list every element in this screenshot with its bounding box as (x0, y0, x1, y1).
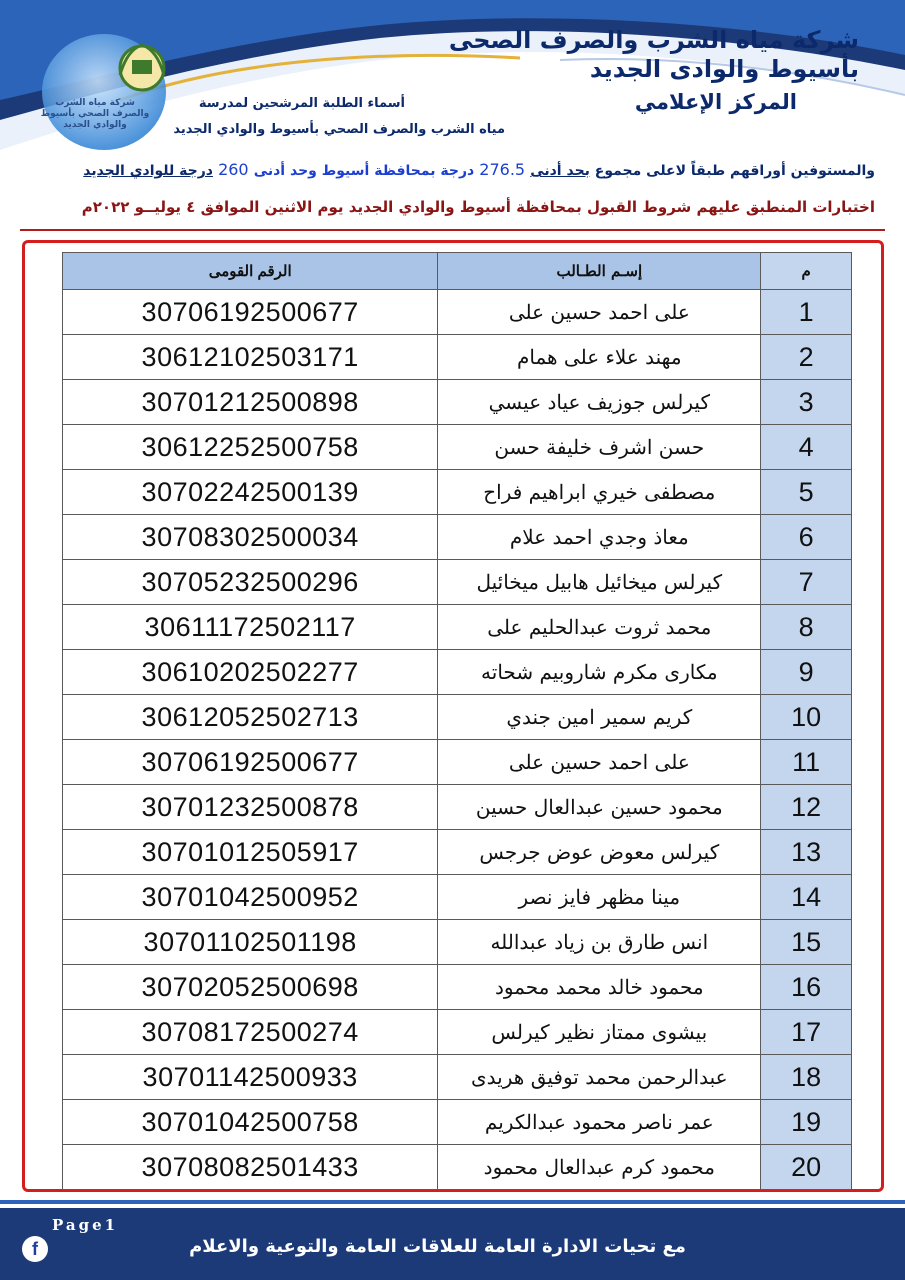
row-national-id: 30612102503171 (63, 335, 438, 380)
table-row (63, 1055, 852, 1100)
row-number: 6 (761, 515, 852, 560)
row-number: 8 (761, 605, 852, 650)
row-student-name: على احمد حسين على (438, 740, 761, 785)
row-number: 4 (761, 425, 852, 470)
document-title-line1: أسماء الطلبة المرشحين لمدرسة (198, 96, 405, 111)
row-number: 7 (761, 560, 852, 605)
header-national-id: الرقم القومى (63, 253, 438, 290)
table-row (63, 830, 852, 875)
table-row (63, 380, 852, 425)
table-row (63, 425, 852, 470)
row-number: 1 (761, 290, 852, 335)
row-student-name: مصطفى خيري ابراهيم فراح (438, 470, 761, 515)
row-national-id: 30611172502117 (63, 605, 438, 650)
criteria-part4: درجة بمحافظة أسيوط وحد أدنى (253, 163, 475, 179)
table-row (63, 965, 852, 1010)
media-center-label: المركز الإعلامي (634, 90, 797, 114)
row-student-name: بيشوى ممتاز نظير كيرلس (438, 1010, 761, 1055)
table-row (63, 1145, 852, 1190)
row-national-id: 30701212500898 (63, 380, 438, 425)
footer-credit: مع تحيات الادارة العامة للعلاقات العامة والتوعية والاعلام (189, 1236, 686, 1257)
row-student-name: معاذ وجدي احمد علام (438, 515, 761, 560)
criteria-part1: والمستوفين أوراقهم طبقاً لاعلى مجموع (589, 163, 875, 179)
table-row (63, 695, 852, 740)
row-national-id: 30701042500758 (63, 1100, 438, 1145)
row-number: 20 (761, 1145, 852, 1190)
row-student-name: محمود حسين عبدالعال حسين (438, 785, 761, 830)
row-national-id: 30706192500677 (63, 740, 438, 785)
row-national-id: 30701012505917 (63, 830, 438, 875)
row-student-name: على احمد حسين على (438, 290, 761, 335)
row-student-name: انس طارق بن زياد عبدالله (438, 920, 761, 965)
table-row (63, 605, 852, 650)
row-student-name: عبدالرحمن محمد توفيق هريدى (438, 1055, 761, 1100)
row-national-id: 30708082501433 (63, 1145, 438, 1190)
row-national-id: 30701042500952 (63, 875, 438, 920)
row-national-id: 30701232500878 (63, 785, 438, 830)
row-number: 11 (761, 740, 852, 785)
table-row (63, 875, 852, 920)
table-row (63, 335, 852, 380)
row-number: 16 (761, 965, 852, 1010)
company-name-line2: بأسيوط والوادى الجديد (589, 55, 859, 83)
row-number: 18 (761, 1055, 852, 1100)
row-number: 12 (761, 785, 852, 830)
row-number: 17 (761, 1010, 852, 1055)
row-national-id: 30706192500677 (63, 290, 438, 335)
row-national-id: 30612252500758 (63, 425, 438, 470)
header-number: م (761, 253, 852, 290)
row-student-name: كيرلس معوض عوض جرجس (438, 830, 761, 875)
admission-criteria (30, 160, 875, 179)
table-row (63, 785, 852, 830)
row-national-id: 30701102501198 (63, 920, 438, 965)
criteria-part5: 260 (212, 160, 254, 179)
criteria-part2: بحد أدنى (530, 163, 590, 179)
row-student-name: محمود خالد محمد محمود (438, 965, 761, 1010)
page-number: Page1 (52, 1216, 119, 1234)
row-student-name: كيرلس جوزيف عياد عيسي (438, 380, 761, 425)
students-table (62, 252, 852, 1190)
row-student-name: كريم سمير امين جندي (438, 695, 761, 740)
table-row (63, 920, 852, 965)
header-student-name: إسـم الطـالب (438, 253, 761, 290)
row-national-id: 30708302500034 (63, 515, 438, 560)
table-header-row (63, 253, 852, 290)
company-name-line1: شركة مياه الشرب والصرف الصحى (448, 26, 859, 54)
row-national-id: 30702242500139 (63, 470, 438, 515)
row-national-id: 30612052502713 (63, 695, 438, 740)
row-student-name: مينا مظهر فايز نصر (438, 875, 761, 920)
row-student-name: مهند علاء على همام (438, 335, 761, 380)
row-student-name: عمر ناصر محمود عبدالكريم (438, 1100, 761, 1145)
logo-caption: شركة مياه الشرب والصرف الصحي بأسيوط والوادي الجديد (40, 98, 150, 130)
row-national-id: 30701142500933 (63, 1055, 438, 1100)
facebook-icon[interactable]: f (22, 1236, 48, 1262)
table-row (63, 740, 852, 785)
table-row (63, 290, 852, 335)
row-student-name: حسن اشرف خليفة حسن (438, 425, 761, 470)
table-row (63, 1010, 852, 1055)
row-number: 19 (761, 1100, 852, 1145)
row-number: 2 (761, 335, 852, 380)
row-number: 3 (761, 380, 852, 425)
row-number: 14 (761, 875, 852, 920)
row-number: 13 (761, 830, 852, 875)
row-student-name: محمد ثروت عبدالحليم على (438, 605, 761, 650)
company-logo (32, 30, 182, 160)
row-number: 5 (761, 470, 852, 515)
tests-date-line: اختبارات المنطبق عليهم شروط القبول بمحافظة أسيوط والوادي الجديد يوم الاثنين الموافق ٤ يوليــو ٢٠٢٢م (81, 198, 875, 216)
row-student-name: محمود كرم عبدالعال محمود (438, 1145, 761, 1190)
row-number: 9 (761, 650, 852, 695)
row-national-id: 30610202502277 (63, 650, 438, 695)
table-row (63, 1100, 852, 1145)
criteria-part3: 276.5 (474, 160, 531, 179)
company-name (439, 26, 859, 84)
row-number: 15 (761, 920, 852, 965)
row-national-id: 30702052500698 (63, 965, 438, 1010)
row-number: 10 (761, 695, 852, 740)
row-national-id: 30705232500296 (63, 560, 438, 605)
table-row (63, 515, 852, 560)
row-student-name: كيرلس ميخائيل هابيل ميخائيل (438, 560, 761, 605)
row-national-id: 30708172500274 (63, 1010, 438, 1055)
row-student-name: مكارى مكرم شاروبيم شحاته (438, 650, 761, 695)
criteria-part6: درجة للوادي الجديد (83, 163, 213, 179)
document-title-line2: مياه الشرب والصرف الصحي بأسيوط والوادي الجديد (173, 122, 505, 137)
divider (20, 229, 885, 231)
table-row (63, 560, 852, 605)
table-row (63, 470, 852, 515)
table-row (63, 650, 852, 695)
